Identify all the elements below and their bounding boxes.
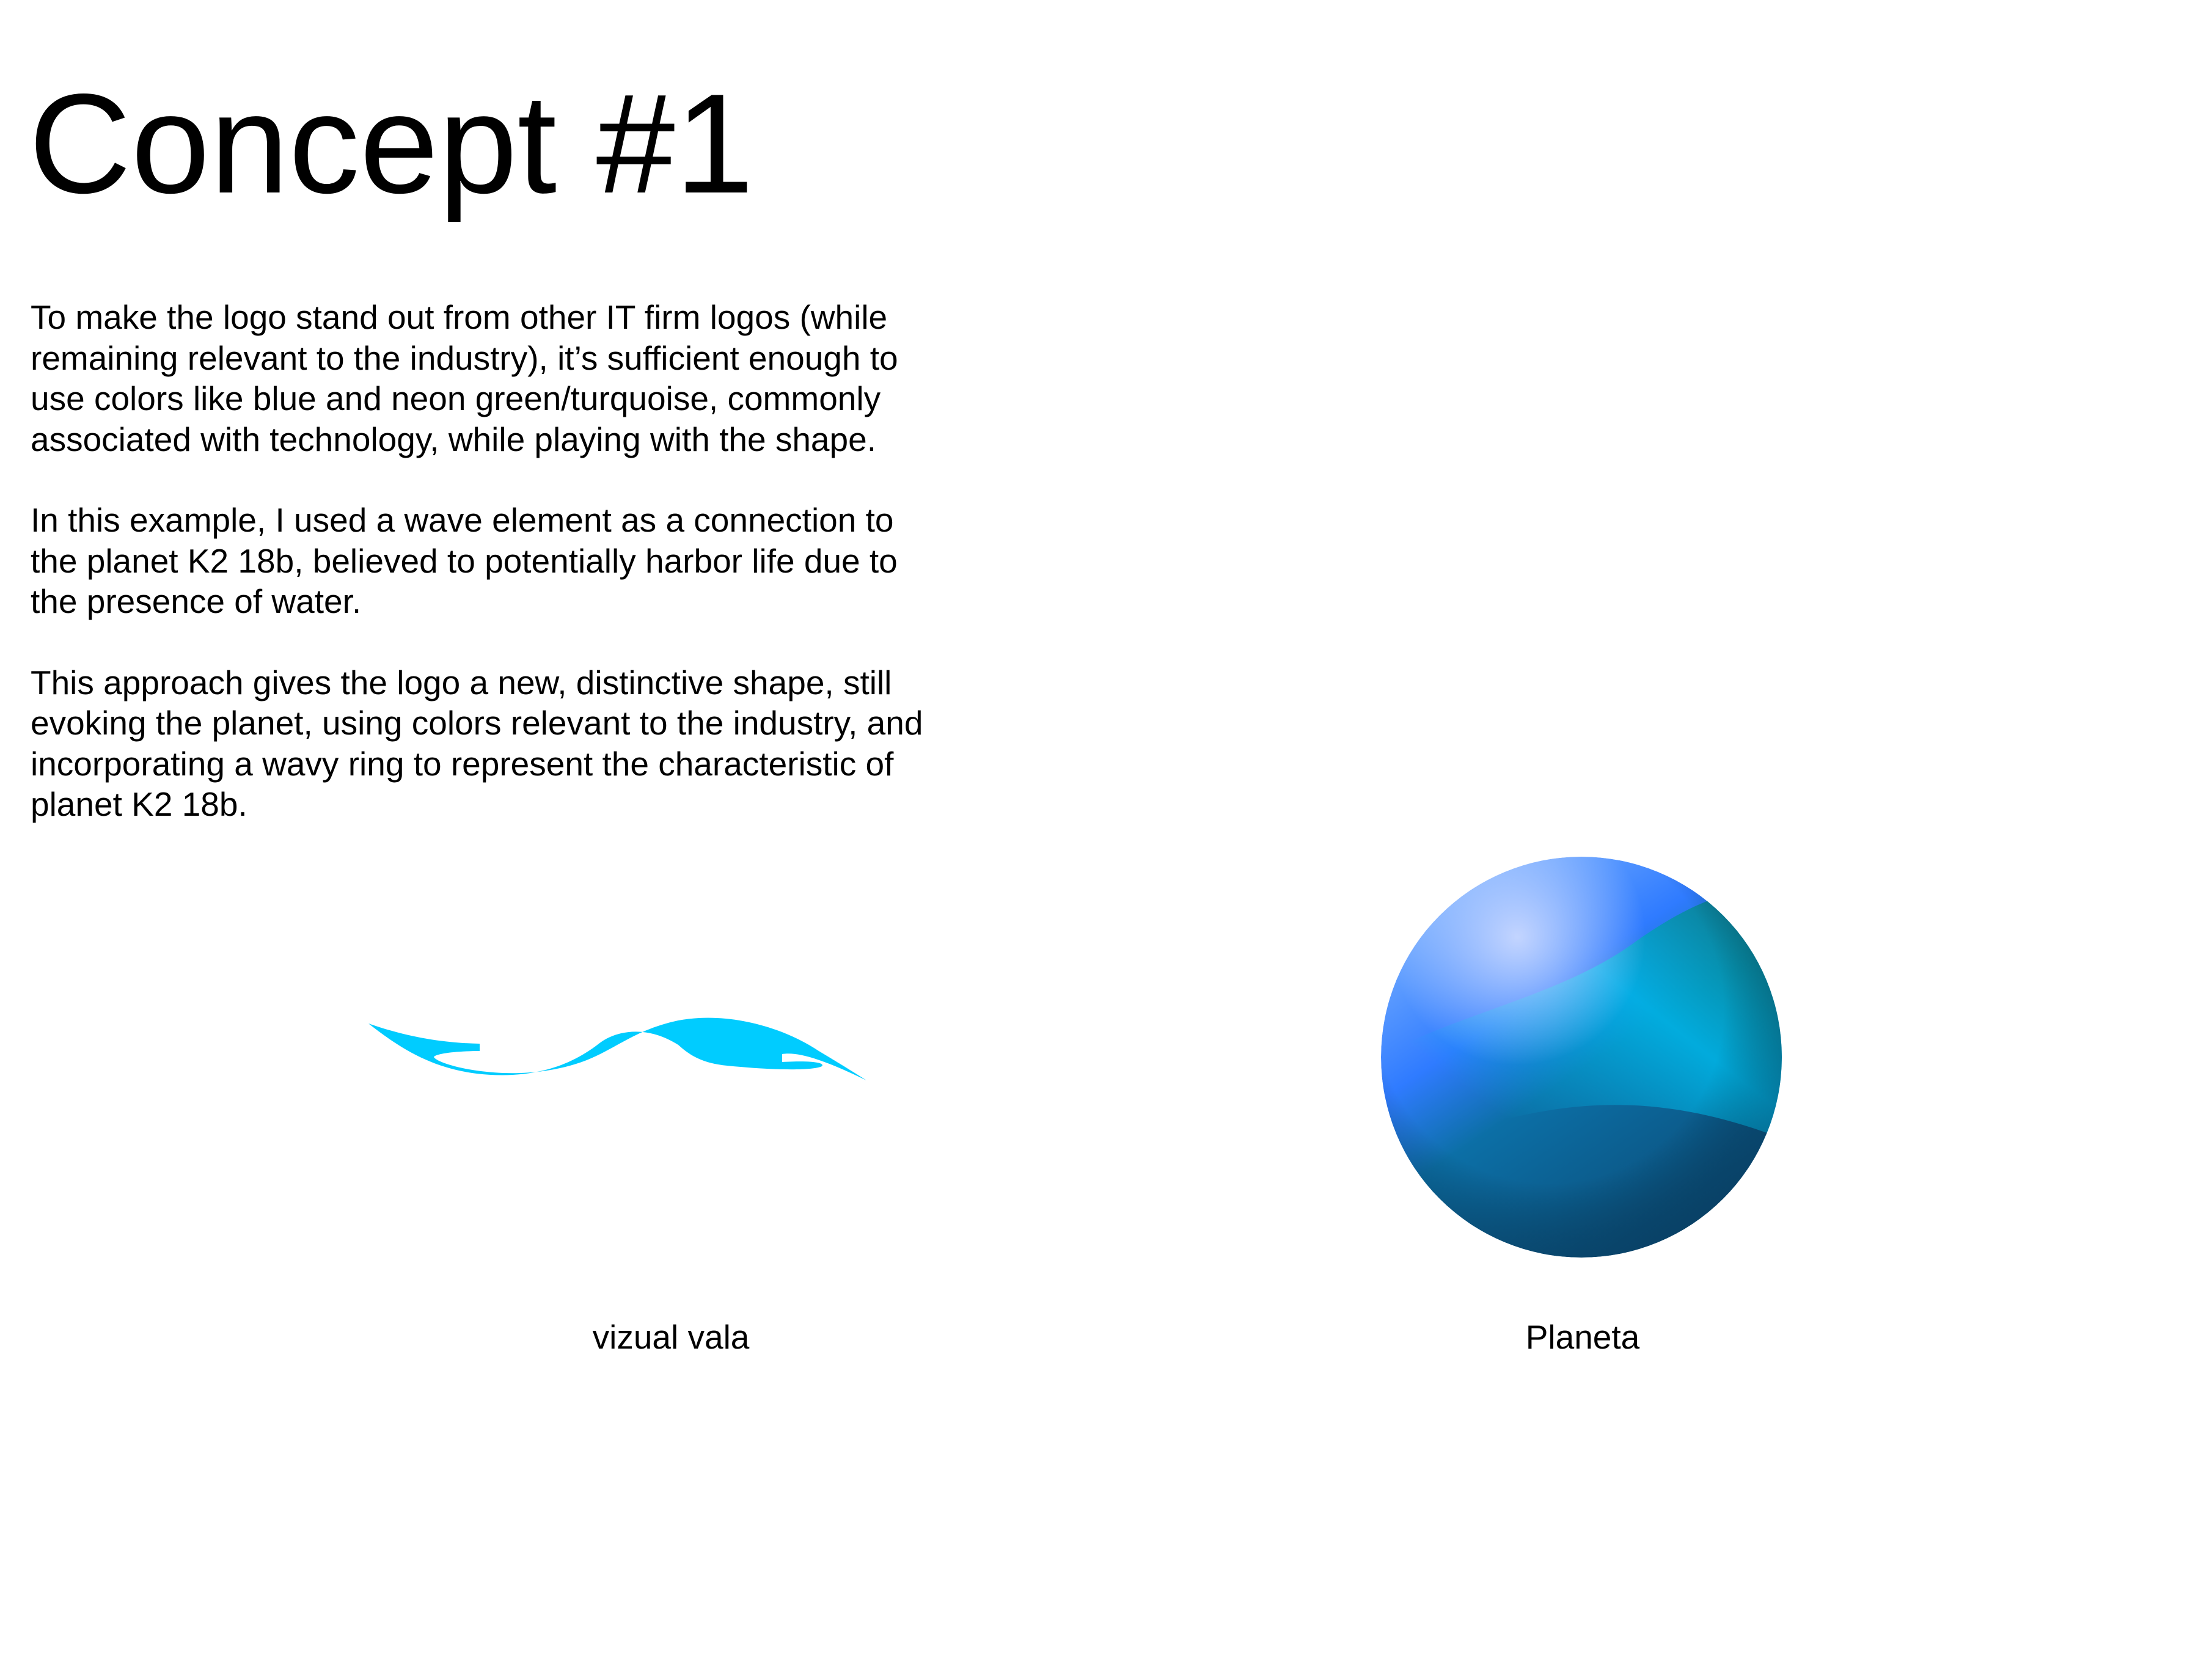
wave-graphic	[361, 1002, 972, 1137]
wave-caption: vizual vala	[592, 1318, 750, 1356]
slide-title: Concept #1	[29, 65, 754, 223]
paragraph-approach: This approach gives the logo a new, distinctive shape, still evoking the planet, using colors relevant to the industry, and incorporating a wavy ring to represent the characteristic of planet K2 18b.	[31, 663, 923, 823]
paragraph-wave-planet: In this example, I used a wave element as a connection to the planet K2 18b, believed to potentially harbor life due to the presence of water.	[31, 501, 898, 620]
paragraph-colors: To make the logo stand out from other IT firm logos (while remaining relevant to the industry), it’s sufficient enough to use colors like blue and neon green/turquoise, commonly associated with technology, while playing with the shape.	[31, 298, 898, 458]
planet-graphic	[1380, 855, 1783, 1259]
planet-shading	[1381, 857, 1782, 1258]
description-text	[31, 297, 984, 865]
planet-caption: Planeta	[1525, 1318, 1640, 1356]
wave-shape	[368, 1018, 866, 1080]
